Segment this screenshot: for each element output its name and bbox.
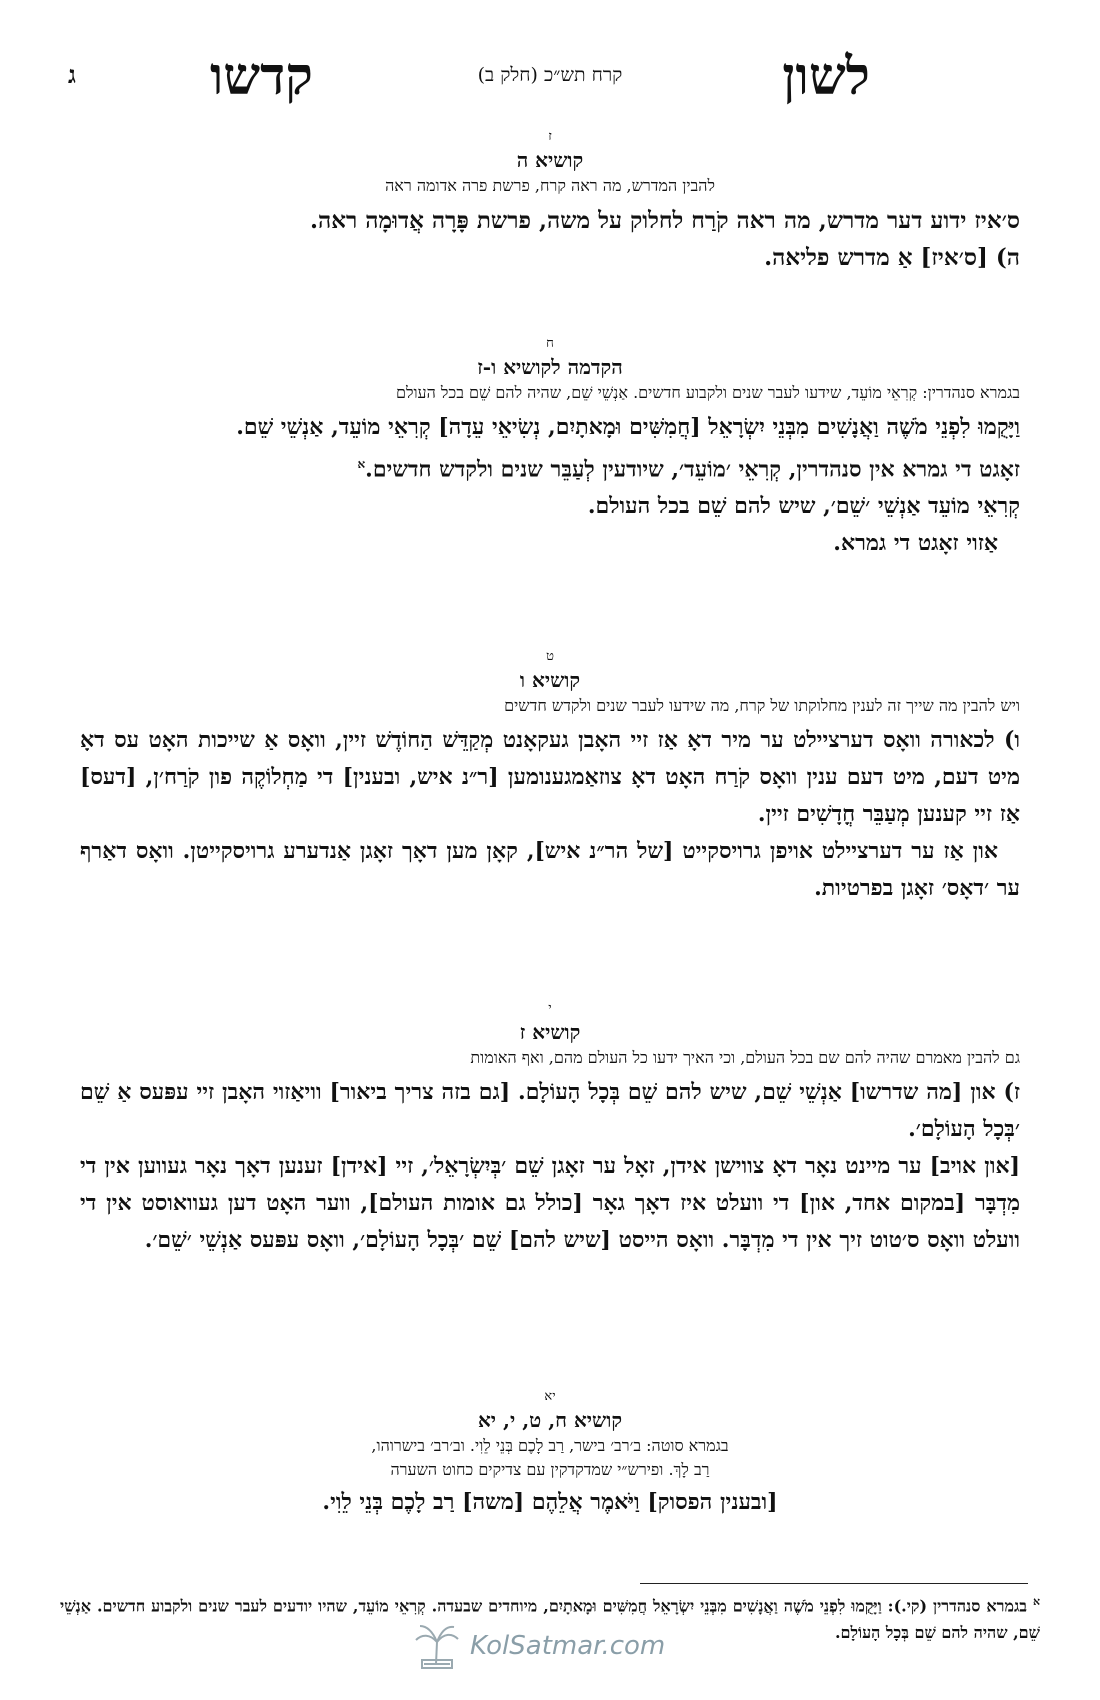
paragraph: ז) און [מה שדרשו] אַנְשֵׁי שֵׁם, שיש להם שֵׁם בְּכָל הָעוֹלָם. [גם בזה צריך ביאור] וויאַזוי האָבן זיי עפּעס אַ שֵׁם ׳בְּכָל הָעוֹלָם׳. (80, 1079, 1021, 1142)
section-subtitle: להבין המדרש, מה ראה קרח, פרשת פרה אדומה ראה (385, 176, 715, 195)
paragraph: ס׳איז ידוע דער מדרש, מה ראה קֹרַח לחלוק על משה, פרשת פָּרָה אֲדוּמָה ראה. (309, 207, 1020, 234)
book-title-left: קדשו (210, 46, 313, 107)
page-subtitle: קרח תש״כ (חלק ב) (477, 64, 623, 86)
section-letter: ז (548, 129, 552, 144)
paragraph: ה) [ס׳איז] אַ מדרש פליאה. (764, 244, 1020, 271)
palm-tree-logo-icon (410, 1620, 462, 1672)
paragraph: [ובענין הפסוק] וַיֹּאמֶר אֲלֵהֶם [משה] רַב לָכֶם בְּנֵי לֵוִי. (322, 1489, 778, 1515)
section-heading: הקדמה לקושיא ו-ז (477, 355, 623, 379)
section-kushya-8-11 (80, 1388, 1020, 1521)
section-subtitle-line: רַב לָךְ. ופירש״י שמדקדקין עם צדיקים כחוט השערה (390, 1460, 710, 1479)
footnote-mark: א (1032, 1595, 1041, 1608)
paragraph: וַיָּקֻמוּ לִפְנֵי מֹשֶׁה וַאֲנָשִׁים מִבְּנֵי יִשְׂרָאֵל [חֲמִשִּׁים וּמָאתָיִם, נְשִׂיאֵי עֵדָה] קְרִאֵי מוֹעֵד, אַנְשֵׁי שֵׁם. (236, 414, 1020, 440)
section-letter: יא (544, 1389, 556, 1404)
paragraph: קְרִאֵי מוֹעֵד אַנְשֵׁי ׳שֵׁם׳, שיש להם שֵׁם בכל העולם. (587, 493, 1020, 520)
paragraph: [און אויב] ער מיינט נאָר דאָ צווישן אידן, זאָל ער זאָגן שֵׁם ׳בְּיִשְׂרָאֵל׳, זיי [אידן] זענען דאָך נאָר געווען אין די מִדְבָּר [במקום אחד, און] די וועלט איז דאָך גאָר [כולל גם אומות העולם], ווער האָט דען געוואוסט אין די וועלט וואָס ס׳טוט זיך אין די מִדְבָּר. וואָס הייסט [שיש להם] שֵׁם ׳בְּכָל הָעוֹלָם׳, וואָס עפּעס אַנְשֵׁי ׳שֵׁם׳. (80, 1153, 1020, 1253)
section-kushya-5 (80, 128, 1020, 276)
section-kushya-7 (80, 1000, 1020, 1259)
section-subtitle-line: בגמרא סוטה: ב׳רב׳ בישר, רַב לָכֶם בְּנֵי לֵוִי. וב׳רב׳ בישרוהו, (371, 1436, 729, 1455)
watermark-text: KolSatmar.com (470, 1631, 666, 1661)
section-heading: קושיא ח, ט, י, יא (477, 1408, 623, 1432)
book-title-right: לשון (782, 46, 870, 107)
section-letter: ט (546, 649, 554, 664)
paragraph: אַזוי זאָגט די גמרא. (833, 530, 998, 557)
section-letter: ח (546, 336, 554, 351)
footnote-divider (640, 1583, 1028, 1584)
watermark (410, 1620, 700, 1672)
footnote-text: בגמרא סנהדרין (קי.): וַיָּקֻמוּ לִפְנֵי מֹשֶׁה וַאֲנָשִׁים מִבְּנֵי יִשְׂרָאֵל חֲמִשִּׁים וּמָאתָיִם, מיוחדים שבעדה. קְרִאֵי מוֹעֵד, שהיו יודעים לעבר שנים ולקבוע חדשים. אַנְשֵׁי שֵׁם, שהיה להם שֵׁם בְּכָל הָעוֹלָם. (60, 1596, 1040, 1643)
section-intro-6-7 (80, 335, 1020, 562)
paragraph (80, 446, 1020, 488)
section-subtitle: גם להבין מאמרם שהיה להם שם בכל העולם, וכי האיך ידעו כל העולם מהם, ואף האומות (470, 1048, 1020, 1067)
section-kushya-6 (80, 648, 1020, 907)
section-subtitle: בגמרא סנהדרין: קְרִאֵי מוֹעֵד, שידעו לעבר שנים ולקבוע חדשים. אַנְשֵׁי שֵׁם, שהיה להם שֵׁם בכל העולם (395, 383, 1020, 402)
paragraph: ו) לכאורה וואָס דערציילט ער מיר דאָ אַז זיי האָבן געקאָנט מְקַדֵּשׁ הַחוֹדֶשׁ זיין, וואָס אַ שייכות האָט עס דאָ מיט דעם, מיט דעם ענין וואָס קֹרַח האָט דאָ צוזאַמגענומען [ר״נ איש, ובענין] די מַחְלוֹקֶה פון קֹרַח׳ן, [דעס] אַז זיי קענען מְעַבֵּר חֳדָשִׁים זיין. (80, 727, 1020, 827)
page-number: ג (68, 60, 76, 89)
section-heading: קושיא ה (516, 148, 584, 172)
page-header (0, 42, 1100, 112)
paragraph-text: זאָגט די גמרא אין סנהדרין, קְרִאֵי ׳מוֹעֵד׳, שיודעין לְעַבֵּר שנים ולקדש חדשים. (365, 456, 1020, 483)
section-letter: י (548, 1001, 552, 1016)
section-heading: קושיא ו (519, 668, 581, 692)
section-subtitle: ויש להבין מה שייך זה לענין מחלוקתו של קרח, מה שידעו לעבר שנים ולקדש חדשים (504, 696, 1020, 715)
footnote-reference[interactable]: א (357, 457, 366, 471)
paragraph: און אַז ער דערציילט אויפן גרויסקייט [של הר״נ איש], קאָן מען דאָך זאָגן אַנדערע גרויסקייטן. וואָס דאַרף ער ׳דאָס׳ זאָגן בפרטיות. (80, 838, 1020, 901)
section-heading: קושיא ז (519, 1020, 581, 1044)
